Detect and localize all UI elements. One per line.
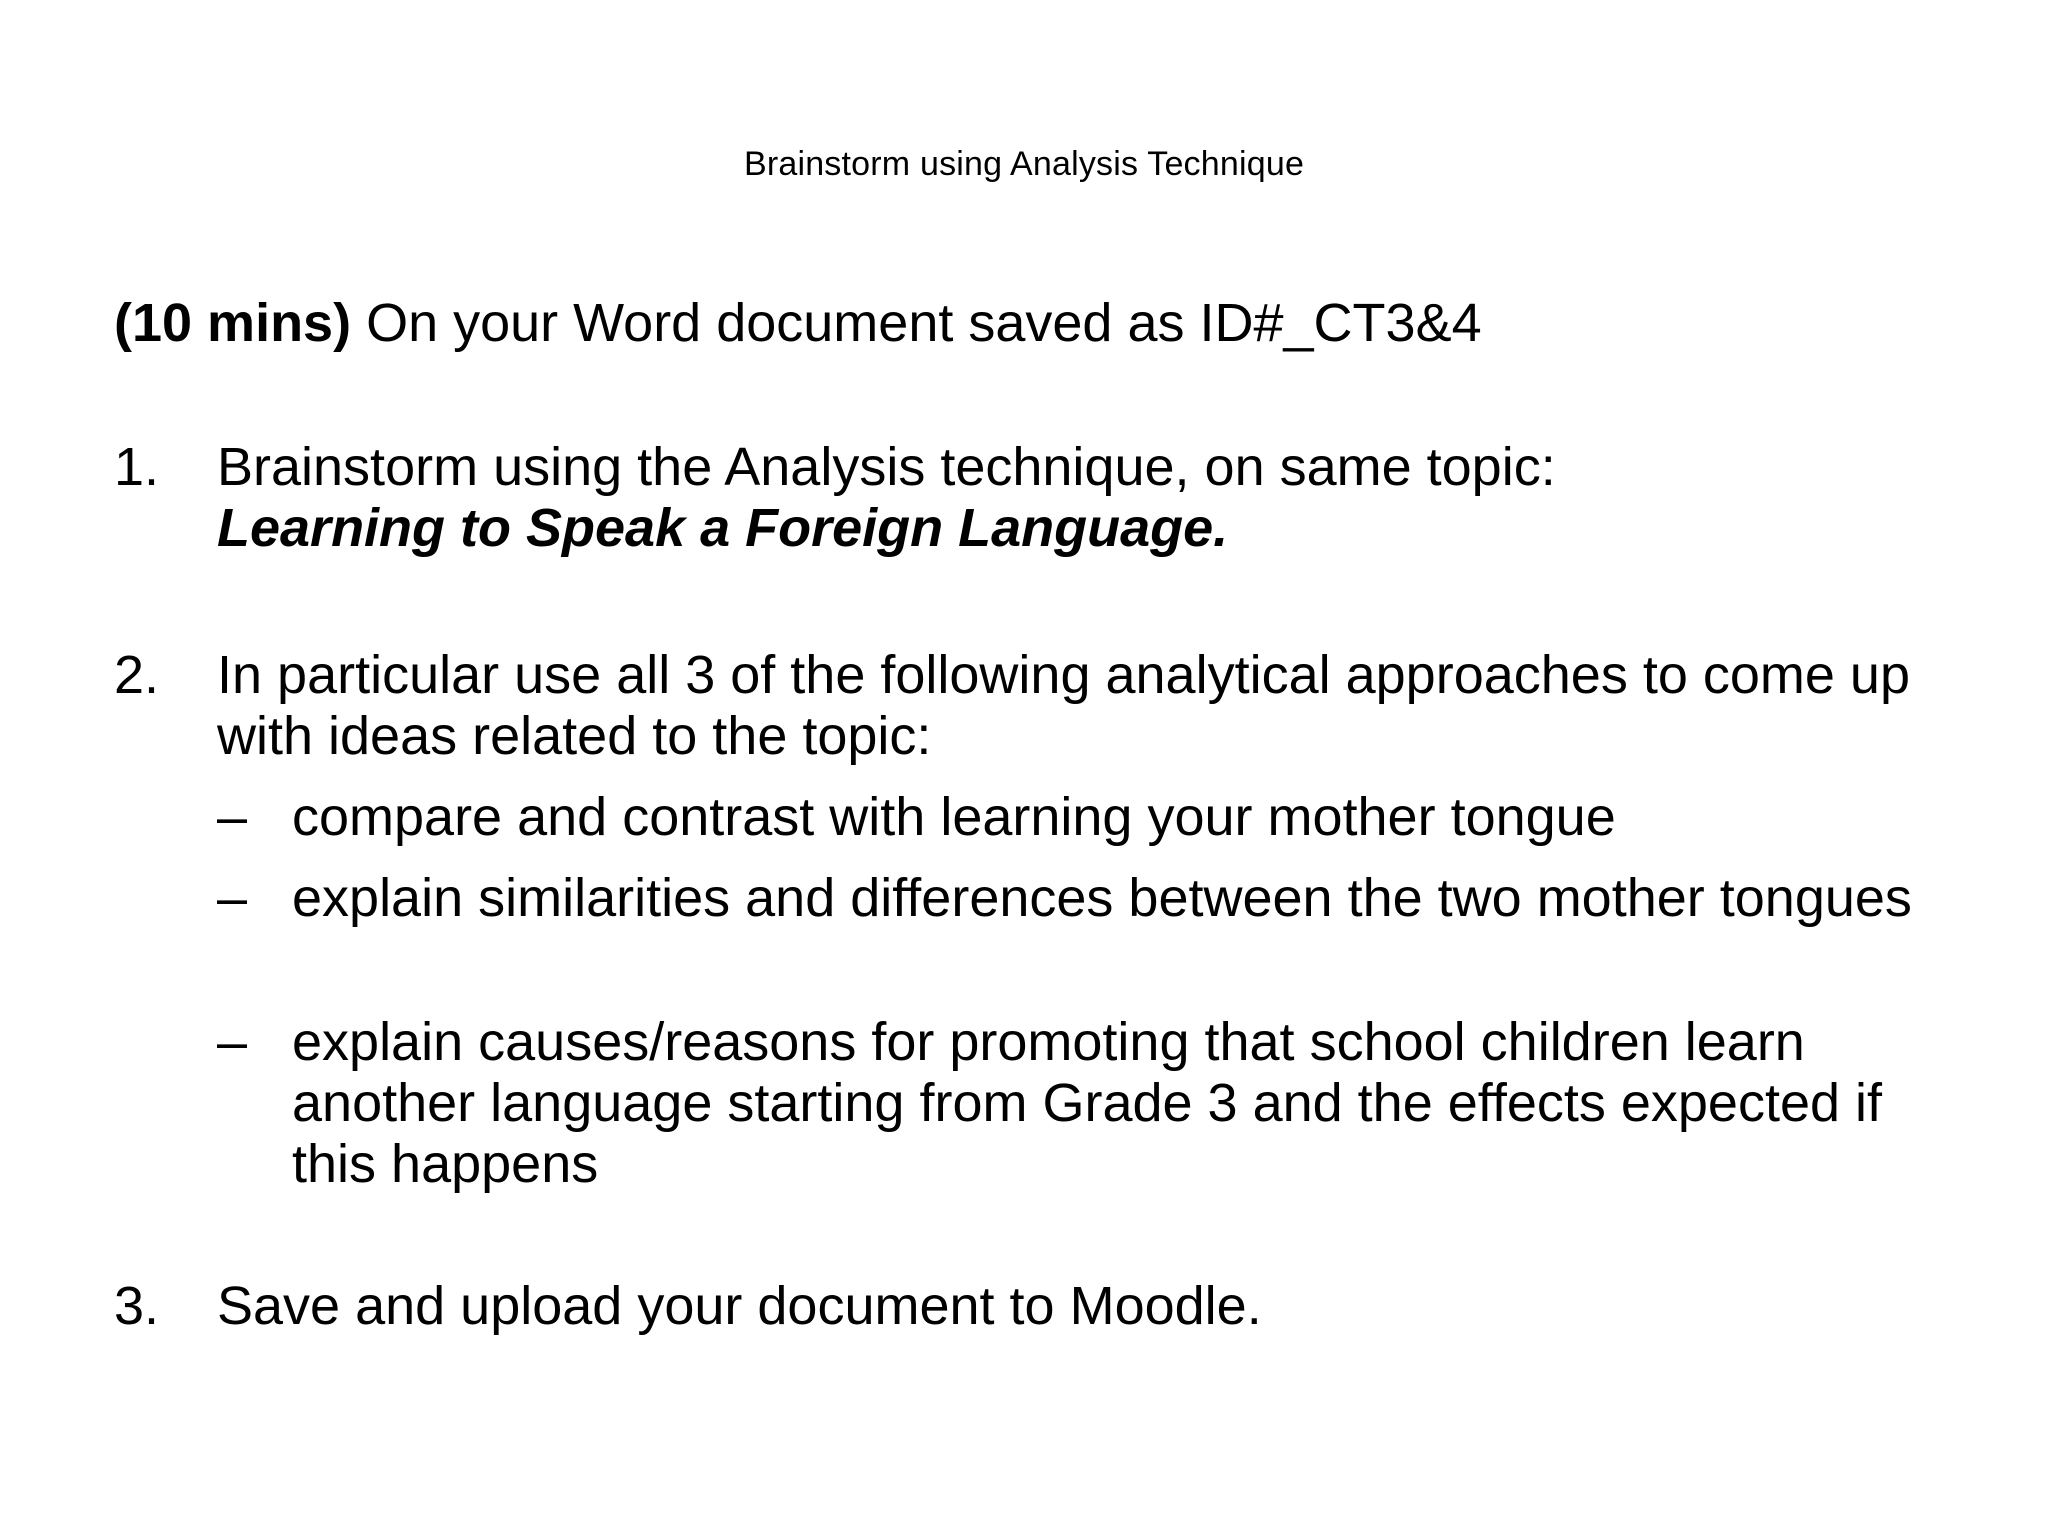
list-item-text: In particular use all 3 of the following analytical approaches to come up with ideas related to the topic: (217, 645, 1910, 766)
dash-marker: – (217, 1012, 248, 1072)
intro-line (114, 290, 1954, 356)
duration-label: (10 mins) (114, 293, 352, 353)
list-item-3 (114, 1276, 1954, 1342)
slide-title: Brainstorm using Analysis Technique (743, 145, 1305, 183)
list-item-text: Brainstorm using the Analysis technique, on same topic: (217, 437, 1556, 497)
sub-item-1 (217, 787, 1957, 849)
dash-marker: – (217, 787, 248, 847)
sub-item-text: explain causes/reasons for promoting that school children learn another language starting from Grade 3 and the effects expected if this happens (292, 1012, 1883, 1194)
sub-item-3 (217, 1012, 1957, 1198)
list-item-2 (114, 645, 1954, 775)
list-item-text: Save and upload your document to Moodle. (217, 1276, 1262, 1336)
list-number: 3. (114, 1276, 160, 1336)
sub-item-text: explain similarities and differences between the two mother tongues (292, 868, 1912, 928)
list-number: 2. (114, 645, 160, 705)
sub-item-text: compare and contrast with learning your mother tongue (292, 787, 1616, 847)
list-item-body (217, 437, 1957, 559)
sub-item-2 (217, 868, 1957, 992)
dash-marker: – (217, 868, 248, 928)
list-number: 1. (114, 437, 160, 497)
list-item-1 (114, 437, 1954, 567)
intro-text: On your Word document saved as ID#_CT3&4 (351, 293, 1482, 353)
topic-text: Learning to Speak a Foreign Language. (217, 498, 1229, 558)
